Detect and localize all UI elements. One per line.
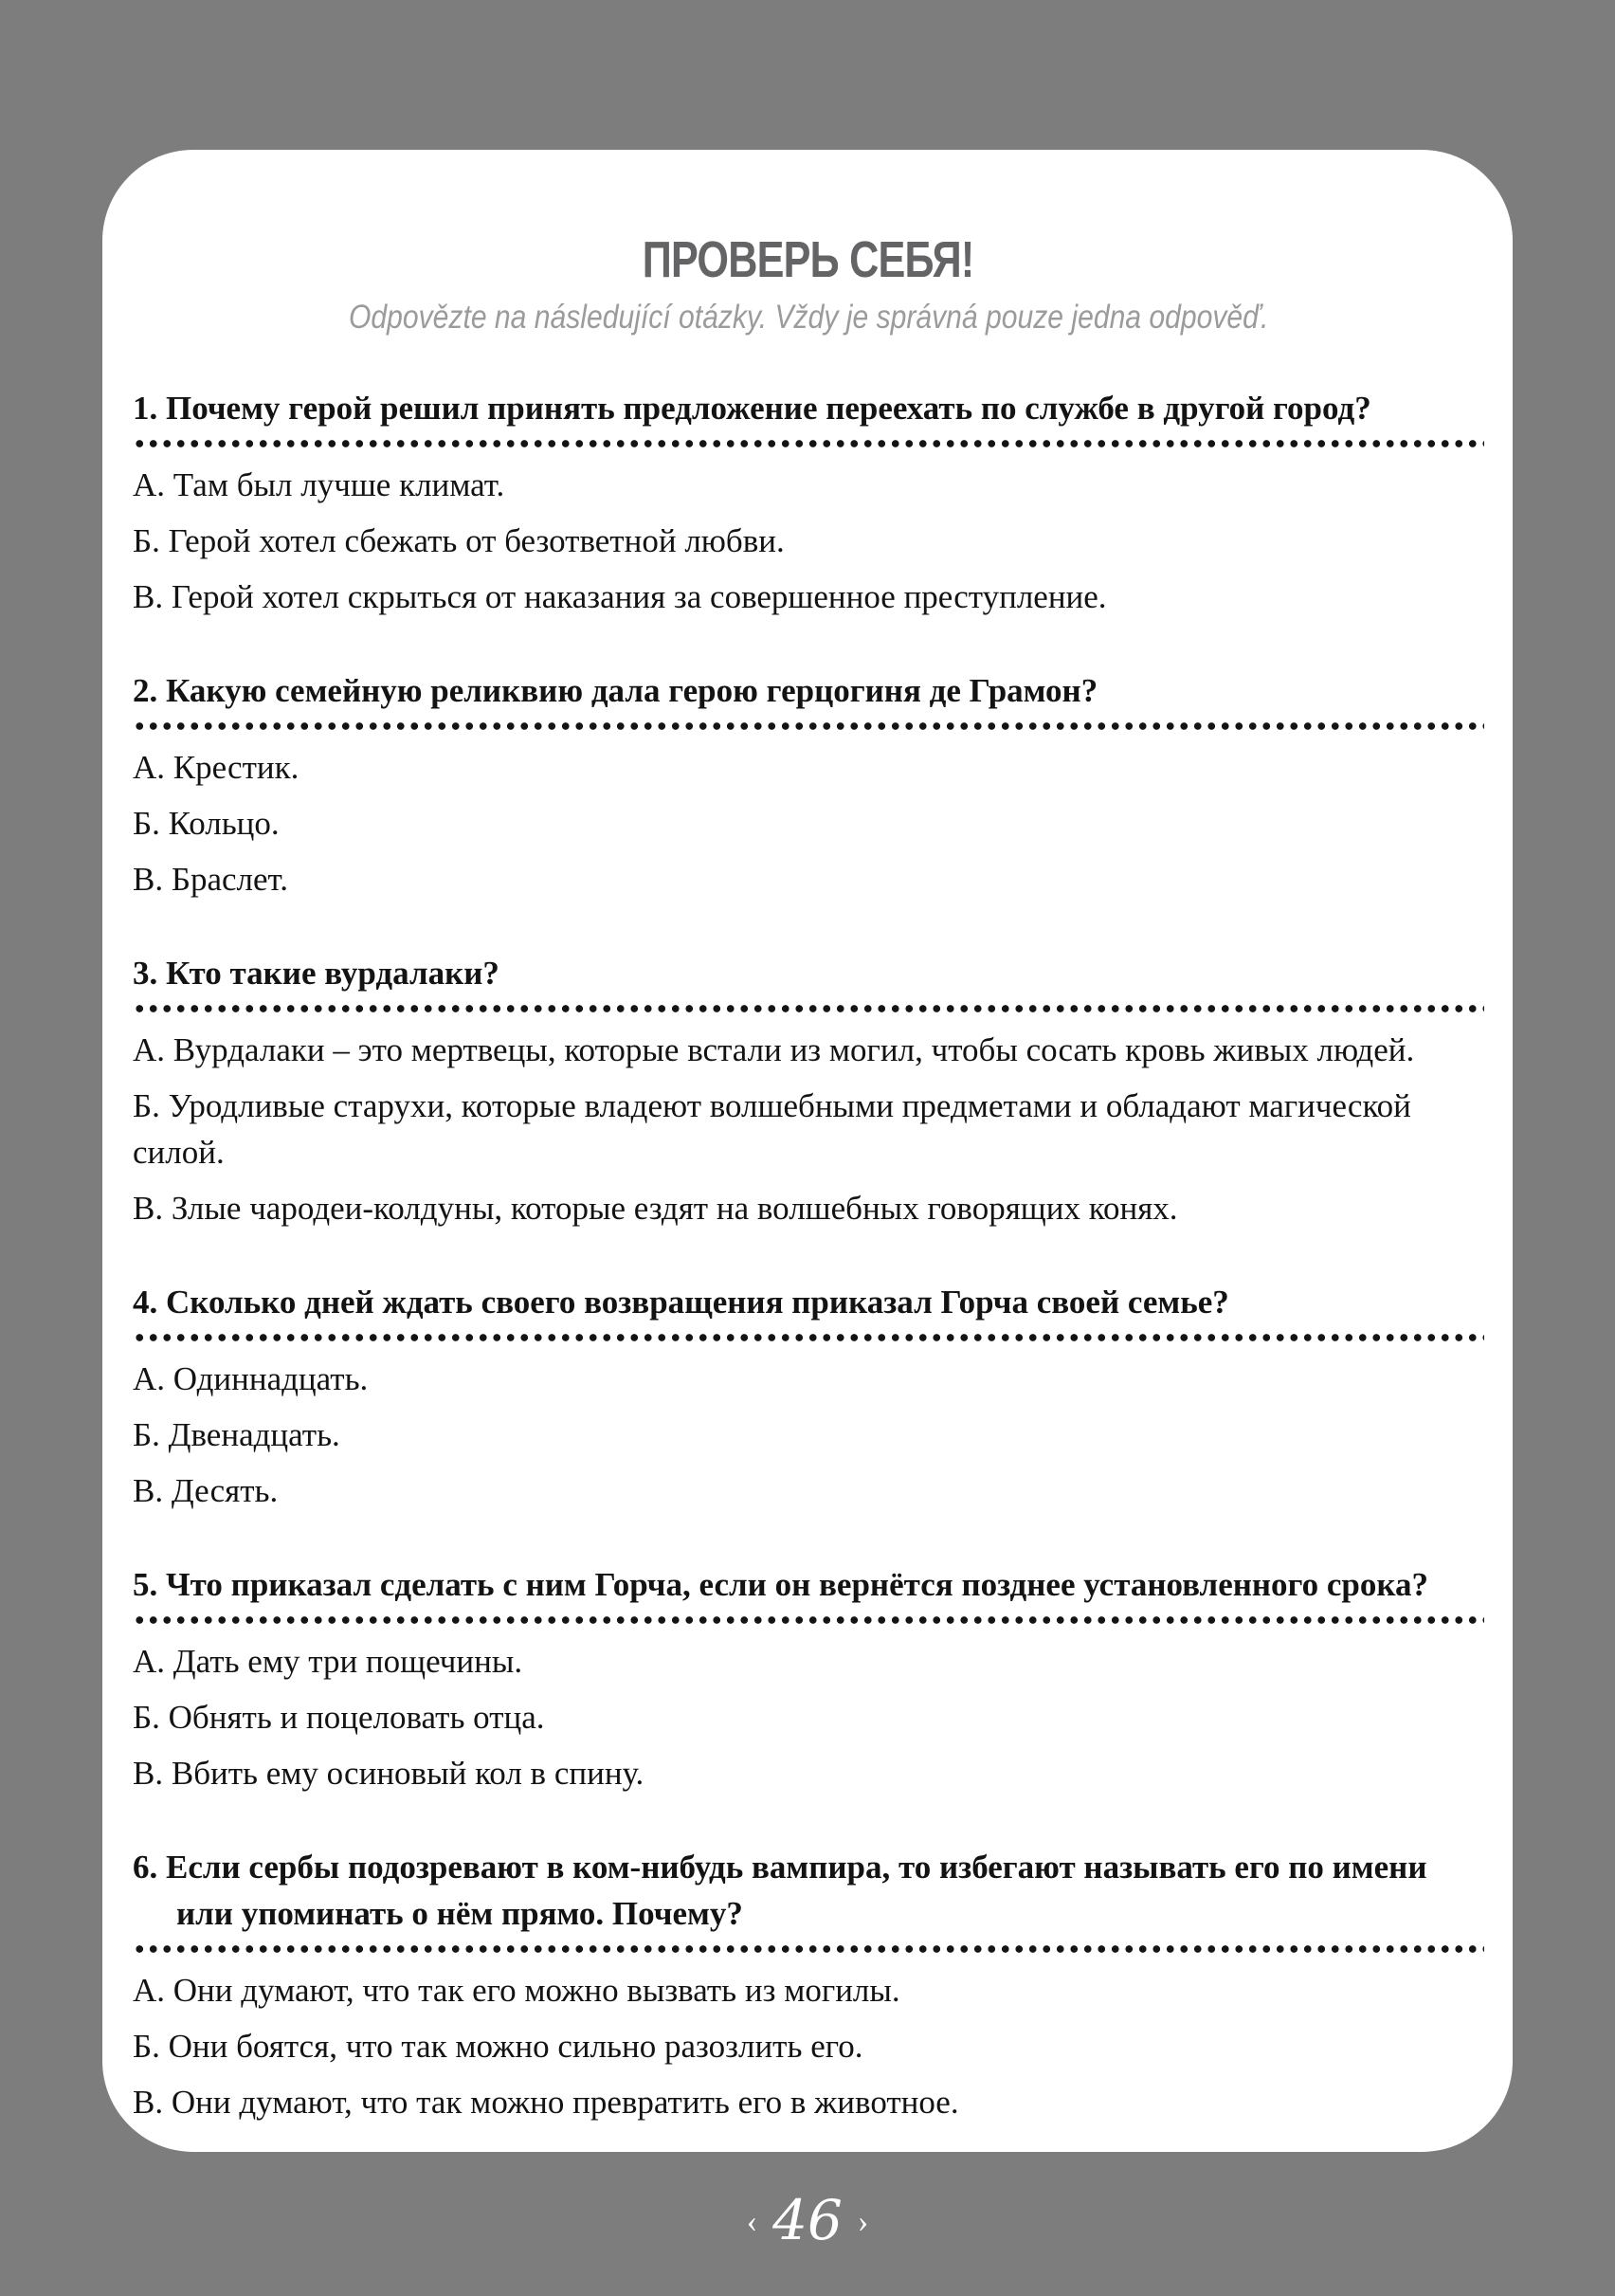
page-title-text: ПРОВЕРЬ СЕБЯ! [643, 231, 974, 288]
option-row [133, 1694, 1484, 1740]
option-row [133, 1638, 1484, 1685]
options-list [133, 1027, 1484, 1231]
question-header [133, 950, 1484, 996]
question-header [133, 1279, 1484, 1325]
dotted-separator [133, 1334, 1484, 1341]
page-subtitle [133, 298, 1484, 337]
question-number: 5. [133, 1566, 158, 1603]
option-text: Герой хотел сбежать от безответной любви. [168, 522, 785, 559]
options-list [133, 1967, 1484, 2125]
quiz-card [102, 150, 1513, 2152]
question-header [133, 385, 1484, 431]
options-list [133, 1638, 1484, 1796]
dotted-separator [133, 722, 1484, 730]
option-text: Браслет. [171, 861, 288, 898]
option-label: Б. [133, 805, 160, 842]
page-footer [0, 2188, 1615, 2252]
option-label: А. [133, 466, 166, 503]
option-row [133, 518, 1484, 564]
option-label: Б. [133, 1699, 160, 1736]
question-header [133, 1561, 1484, 1608]
option-row [133, 1356, 1484, 1402]
option-label: Б. [133, 2028, 160, 2065]
question-number: 1. [133, 390, 158, 427]
question-number: 3. [133, 955, 158, 992]
option-row [133, 2023, 1484, 2069]
dotted-separator [133, 1945, 1484, 1953]
option-text: Вбить ему осиновый кол в спину. [171, 1755, 644, 1792]
next-page-chevron-icon: › [857, 2204, 869, 2239]
question-text: Сколько дней ждать своего возвращения приказал Горча своей семье? [166, 1284, 1229, 1321]
option-label: А. [133, 1360, 166, 1397]
question-block [133, 1844, 1484, 2125]
dotted-separator [133, 1616, 1484, 1624]
question-header [133, 1844, 1484, 1937]
option-label: В. [133, 861, 164, 898]
option-text: Двенадцать. [168, 1416, 340, 1453]
question-number: 2. [133, 672, 158, 709]
page-number: 46 [772, 2188, 843, 2252]
page-subtitle-text: Odpovězte na následující otázky. Vždy je správná pouze jedna odpověď. [348, 299, 1269, 336]
option-text: Они думают, что так можно превратить его в животное. [171, 2084, 959, 2121]
option-row [133, 1027, 1484, 1073]
option-label: В. [133, 2084, 164, 2121]
dotted-separator [133, 440, 1484, 447]
question-text: Что приказал сделать с ним Горча, если он вернётся позднее установленного срока? [166, 1566, 1428, 1603]
option-text: Дать ему три пощечины. [172, 1643, 523, 1680]
option-label: В. [133, 1190, 164, 1227]
option-row [133, 744, 1484, 791]
question-text: Почему герой решил принять предложение переехать по службе в другой город? [166, 390, 1371, 427]
options-list [133, 462, 1484, 620]
option-label: А. [133, 1643, 166, 1680]
question-block [133, 667, 1484, 902]
option-row [133, 1467, 1484, 1514]
option-text: Одиннадцать. [172, 1360, 369, 1397]
option-label: В. [133, 1472, 164, 1509]
question-block [133, 1279, 1484, 1514]
question-text: Какую семейную реликвию дала герою герцогиня де Грамон? [166, 672, 1098, 709]
option-row [133, 462, 1484, 508]
option-row [133, 856, 1484, 902]
option-row [133, 1967, 1484, 2014]
prev-page-chevron-icon: ‹ [746, 2204, 758, 2239]
option-row [133, 1412, 1484, 1458]
question-block [133, 950, 1484, 1231]
option-text: Уродливые старухи, которые владеют волшебными предметами и обладают магической силой. [133, 1087, 1411, 1171]
option-text: Там был лучше климат. [172, 466, 505, 503]
option-text: Они боятся, что так можно сильно разозлить его. [168, 2028, 863, 2065]
option-text: Они думают, что так его можно вызвать из могилы. [172, 1972, 900, 2009]
question-block [133, 1561, 1484, 1796]
option-text: Кольцо. [168, 805, 280, 842]
question-text: Кто такие вурдалаки? [166, 955, 499, 992]
option-row [133, 574, 1484, 620]
page-title [133, 231, 1484, 288]
option-label: В. [133, 1755, 164, 1792]
option-row [133, 1185, 1484, 1231]
option-text: Крестик. [172, 749, 299, 786]
option-text: Злые чародеи-колдуны, которые ездят на волшебных говорящих конях. [171, 1190, 1178, 1227]
option-label: А. [133, 1031, 166, 1068]
question-header [133, 667, 1484, 714]
option-label: В. [133, 578, 164, 615]
question-block [133, 385, 1484, 620]
option-label: Б. [133, 1087, 160, 1124]
option-row [133, 800, 1484, 847]
question-number: 4. [133, 1284, 158, 1321]
options-list [133, 1356, 1484, 1514]
option-text: Обнять и поцеловать отца. [168, 1699, 545, 1736]
option-text: Вурдалаки – это мертвецы, которые встали из могил, чтобы сосать кровь живых людей. [172, 1031, 1415, 1068]
option-text: Десять. [171, 1472, 279, 1509]
option-label: Б. [133, 1416, 160, 1453]
option-row [133, 1083, 1484, 1175]
question-text: Если сербы подозревают в ком-нибудь вампира, то избегают называть его по имени или упоминать о нём прямо. Почему? [166, 1849, 1427, 1932]
question-number: 6. [133, 1849, 158, 1886]
option-label: Б. [133, 522, 160, 559]
options-list [133, 744, 1484, 902]
option-row [133, 1750, 1484, 1796]
option-row [133, 2079, 1484, 2125]
dotted-separator [133, 1005, 1484, 1012]
option-label: А. [133, 1972, 166, 2009]
option-text: Герой хотел скрыться от наказания за совершенное преступление. [171, 578, 1107, 615]
option-label: А. [133, 749, 166, 786]
